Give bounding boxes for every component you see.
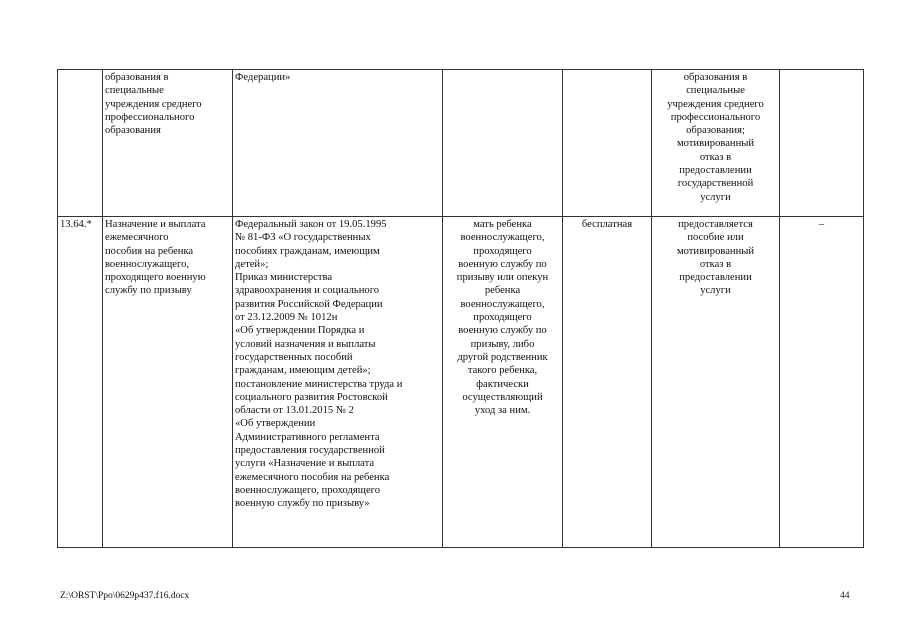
cell-line: учреждения среднего xyxy=(105,98,202,110)
cell-extra: – xyxy=(780,217,864,548)
cell-line: Назначение и выплата xyxy=(105,219,206,230)
cell-legal-basis xyxy=(233,70,443,217)
cell-line: специальные xyxy=(105,85,164,97)
cell-line: военнослужащего, проходящего xyxy=(235,484,381,496)
cell-line: отказ в xyxy=(699,151,732,163)
cell-line: постановление министерства труда и xyxy=(235,378,403,390)
cell-line: такого ребенка, xyxy=(467,365,538,377)
cell-line: службу по призыву xyxy=(105,285,192,297)
cell-line: условий назначения и выплаты xyxy=(235,338,376,350)
cell-line: военнослужащего, xyxy=(460,232,545,244)
cell-line: профессионального xyxy=(105,111,195,123)
cell-line: проходящего военную xyxy=(105,272,206,284)
cell-line: осуществляющий xyxy=(462,391,543,403)
cell-line: военнослужащего, xyxy=(460,298,545,310)
cell-line: услуги «Назначение и выплата xyxy=(235,458,375,470)
cell-extra xyxy=(780,70,864,217)
cell-line: образования; xyxy=(686,125,745,137)
cell-line: уход за ним. xyxy=(474,405,531,417)
cell-line: профессионального xyxy=(670,111,761,123)
cell-line: военную службу по xyxy=(458,258,547,270)
cell-result xyxy=(652,217,780,548)
cell-line: пособие или xyxy=(687,232,744,244)
cell-line: отказ в xyxy=(699,258,732,270)
cell-line: специальные xyxy=(686,85,745,97)
cell-line: мотивированный xyxy=(676,138,755,150)
cell-line: военнослужащего, xyxy=(105,258,190,270)
cell-service-name xyxy=(103,217,233,548)
cell-line: мать ребенка xyxy=(473,219,532,230)
cell-cost: бесплатная xyxy=(563,217,652,548)
cell-line: гражданам, имеющим детей»; xyxy=(235,365,371,377)
cell-line: призыву или опекун xyxy=(456,272,549,284)
cell-cost xyxy=(563,70,652,217)
cell-number xyxy=(58,70,103,217)
cell-line: от 23.12.2009 № 1012н xyxy=(235,312,338,324)
cell-line: предоставлении xyxy=(679,272,752,284)
cell-service-name xyxy=(103,70,233,217)
cell-line: предоставляется xyxy=(678,219,753,230)
cell-applicant xyxy=(443,217,563,548)
cell-line: образования xyxy=(105,125,161,137)
cell-line: № 81-ФЗ «О государственных xyxy=(235,232,371,244)
cell-line: ежемесячного пособия на ребенка xyxy=(235,471,390,483)
cell-line: пособиях гражданам, имеющим xyxy=(235,245,380,257)
cell-line: Федеральный закон от 19.05.1995 xyxy=(235,219,387,230)
cell-result xyxy=(652,70,780,217)
cell-line: мотивированный xyxy=(676,245,755,257)
cell-line: «Об утверждении Порядка и xyxy=(235,325,365,337)
cell-line: призыву, либо xyxy=(470,338,535,350)
cell-line: военную службу по xyxy=(458,325,547,337)
cell-line: образования в xyxy=(683,72,748,83)
cell-line: проходящего xyxy=(473,312,532,324)
cell-line: Приказ министерства xyxy=(235,272,333,284)
cell-line: проходящего xyxy=(473,245,532,257)
cell-line: ежемесячного xyxy=(105,232,169,244)
footer-page-number: 44 xyxy=(840,591,850,601)
cell-line: предоставлении xyxy=(679,165,752,177)
cell-line: детей»; xyxy=(235,258,269,270)
table-row xyxy=(58,70,864,217)
cell-line: ребенка xyxy=(484,285,521,297)
cell-line: пособия на ребенка xyxy=(105,245,194,257)
cell-line: образования в xyxy=(105,72,169,83)
footer-file-path: Z:\ORST\Ppo\0629p437.f16.docx xyxy=(60,591,190,601)
cell-line: Административного регламента xyxy=(235,431,380,443)
cell-line: государственной xyxy=(677,178,754,190)
table-row xyxy=(58,217,864,548)
cell-line: фактически xyxy=(476,378,529,390)
cell-line: государственных пособий xyxy=(235,351,353,363)
services-table xyxy=(57,69,864,548)
cell-line: предоставления государственной xyxy=(235,445,385,457)
cell-applicant xyxy=(443,70,563,217)
cell-legal-basis xyxy=(233,217,443,548)
cell-line: учреждения среднего xyxy=(667,98,764,110)
cell-line: услуги xyxy=(700,285,731,297)
cell-line: здравоохранения и социального xyxy=(235,285,380,297)
cell-line: другой родственник xyxy=(457,351,548,363)
cell-line: «Об утверждении xyxy=(235,418,316,430)
cell-line: области от 13.01.2015 № 2 xyxy=(235,405,354,417)
cell-line: развития Российской Федерации xyxy=(235,298,383,310)
cell-line: социального развития Ростовской xyxy=(235,391,388,403)
cell-line: услуги xyxy=(700,191,731,203)
cell-line: Федерации» xyxy=(235,72,291,83)
cell-line: военную службу по призыву» xyxy=(235,498,370,510)
cell-number: 13.64.* xyxy=(58,217,103,548)
